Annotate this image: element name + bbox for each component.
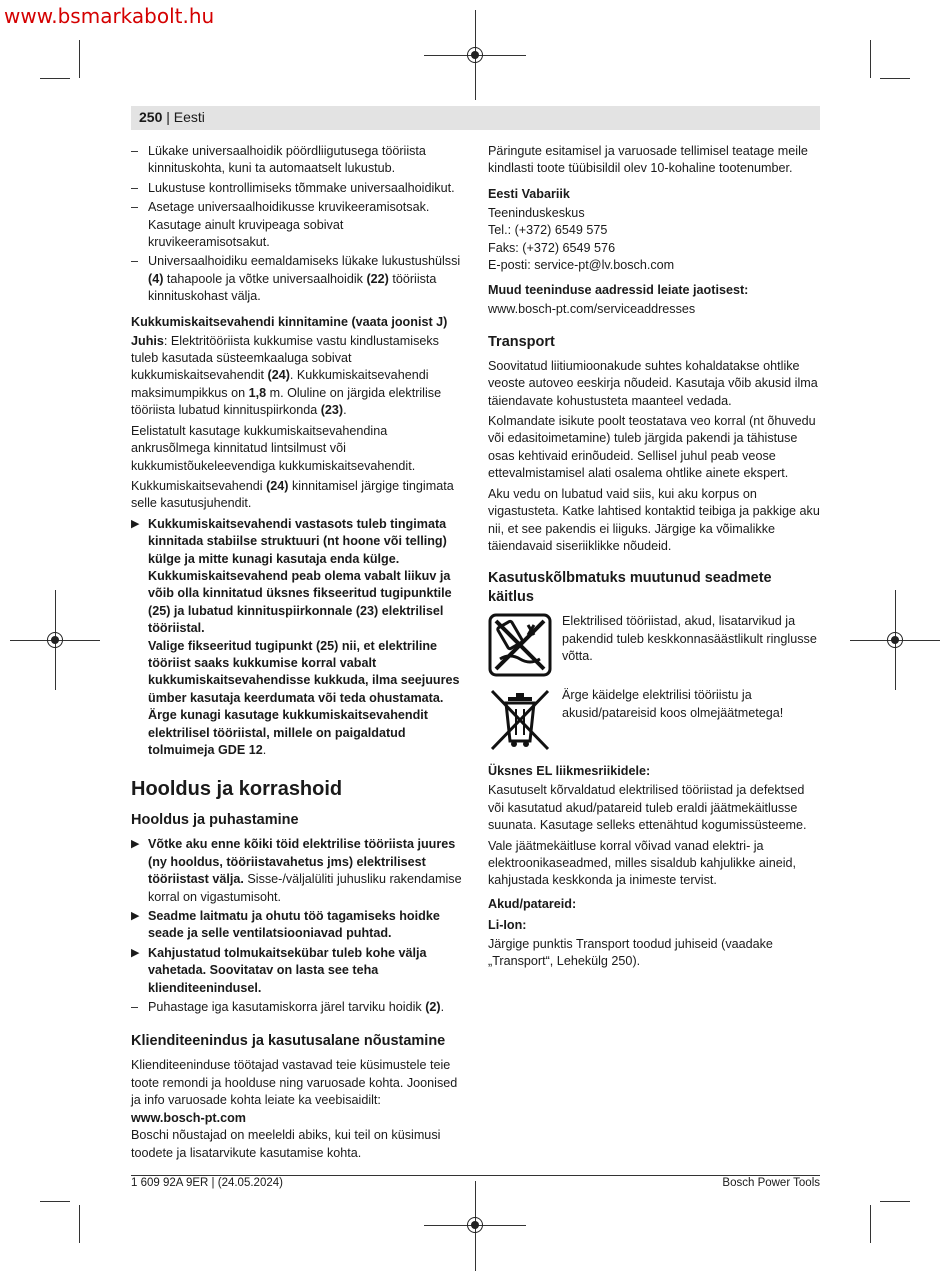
paragraph: Kasutuselt kõrvaldatud elektrilised tööriistad ja defektsed või kasutatud akud/patareid tuleb eraldi jäätmekäitlusse suunata. Kasutage selleks ettenähtud kogumissüsteeme. [488,783,807,833]
section-heading: Üksnes EL liikmesriikidele: [488,764,651,779]
crop-mark [880,78,910,79]
crop-mark [79,40,80,78]
triangle-bullet-icon: ▶ [131,838,140,851]
list-item: – Asetage universaalhoidikusse kruvikeeramisotsak. Kasutage ainult kruvipeaga sobivat kruvikeeramisotsakut. [131,199,465,251]
header-language: Eesti [173,109,205,125]
list-item-text: Asetage universaalhoidikusse kruvikeeramisotsak. Kasutage ainult kruvipeaga sobivat kruvikeeramisotsakut. [148,200,430,250]
paragraph: Aku vedu on lubatud vaid siis, kui aku korpus on vigastusteta. Katke lahtised kontaktid teibiga ja pakkige aku nii, et see pakendis ei liiguks. Järgige ka võimalikke täiendavaid siseriiklikke nõudeid. [488,486,820,553]
list-item-text: Universaalhoidiku eemaldamiseks lükake lukustushülssi (4) tahapoole ja võtke universaalhoidik (22) tööriista kinnituskohast välja. [148,254,461,304]
disposal-item [488,613,821,677]
triangle-bullet-icon: ▶ [131,910,140,923]
crop-mark [40,78,70,79]
warning-text: Seadme laitmatu ja ohutu töö tagamiseks hoidke seade ja selle ventilatsiooniavad puhtad. [148,909,440,941]
disposal-item [488,687,821,751]
paragraph: Boschi nõustajad on meeleldi abiks, kui teil on küsimusi toodete ja lisatarvikute kasutamise kohta. [131,1128,441,1160]
subsection-title: Hooldus ja puhastamine [131,812,299,829]
header-bar [131,106,820,130]
paragraph: Klienditeeninduse töötajad vastavad teie küsimustele teie toote remondi ja hoolduse ning varuosade kohta. Joonised ja info varuosade kohta leiate ka veebisaidilt: [131,1058,458,1108]
warning-item [131,945,465,997]
list-item: – Lukustuse kontrollimiseks tõmmake universaalhoidikut. [131,180,465,197]
crossed-out-bin-icon [488,687,552,751]
warning-item [131,908,465,943]
contact-line: Faks: (+372) 6549 576 [488,240,616,255]
section-heading: Muud teeninduse aadressid leiate jaotisest: [488,283,749,298]
footer-rule [131,1175,820,1176]
left-column [131,143,465,1165]
footer-brand: Bosch Power Tools [722,1177,820,1189]
crop-mark [880,1201,910,1202]
page-number: 250 [139,109,163,125]
section-heading: Kukkumiskaitsevahendi kinnitamine (vaata joonist J) [131,314,448,329]
crop-mark [870,1205,871,1243]
contact-line: Teeninduskeskus [488,205,585,220]
list-item: – Universaalhoidiku eemaldamiseks lükake lukustushülssi (4) tahapoole ja võtke universaalhoidik (22) tööriista kinnituskohast välja. [131,253,465,305]
list-item-text: Lükake universaalhoidik pöördliigutusega tööriista kinnituskohta, kuni ta automaatselt lukustub. [148,144,426,176]
section-title: Hooldus ja korrashoid [131,778,343,801]
list-item-text: Lukustuse kontrollimiseks tõmmake universaalhoidikut. [148,180,455,195]
subsection-title: Klienditeenindus ja kasutusalane nõustamine [131,1033,446,1050]
paragraph: Järgige punktis Transport toodud juhiseid (vaadake „Transport“, Lehekülg 250). [488,936,773,969]
disposal-text: Elektrilised tööriistad, akud, lisatarvikud ja pakendid tuleb keskkonnasäästlikult ringlusse võtta. [562,614,817,664]
crop-mark [79,1205,80,1243]
note-paragraph: Juhis: Elektritööriista kukkumise vastu kindlustamiseks tuleb kasutada süsteemkaaluga sobivat kukkumiskaitsevahendit (24). Kukkumiskaitsevahendi maksimumpikkus on 1,8 m. Oluline on järgida elektrilise tööriista lubatud kinnituspiirkonda (23). [131,333,442,418]
list-item-text: Puhastage iga kasutamiskorra järel tarviku hoidik (2). [148,1000,445,1015]
triangle-bullet-icon: ▶ [131,946,140,959]
contact-line: Tel.: (+372) 6549 575 [488,223,608,238]
registration-mark-icon [887,632,903,648]
disposal-text: Ärge käidelge elektrilisi tööriistu ja akusid/patareisid koos olmejäätmetega! [562,688,784,720]
registration-mark-icon [467,47,483,63]
contact-line: E-posti: service-pt@lv.bosch.com [488,258,675,273]
warning-item [131,516,465,760]
list-item: – Lükake universaalhoidik pöördliigutusega tööriista kinnituskohta, kuni ta automaatselt lukustub. [131,143,465,178]
watermark-url[interactable]: www.bsmarkabolt.hu [4,4,215,28]
warning-text: Kukkumiskaitsevahendi vastasots tuleb tingimata kinnitada stabiilse struktuuri (nt hoone või telling) külge ja mitte kunagi kasutaja enda külge. Kukkumiskaitsevahend peab olema vabalt liikuv ja võib olla kinnitatud üksnes fikseeritud tugipunktile (25) ja lubatud kinnituspiirkonnale (23) elektrilisel tööriistal. Valige fikseeritud tugipunkt (25) nii, et elektriline tööriist saaks kukkumise korral vabalt kukkumiskaitsevahendisse kukkuda, ilma seejuures ümber kasutaja keerdumata või teda ohustamata. Ärge kunagi kasutage kukkumiskaitsevahendit elektrilisel tööriistal, millele on paigaldatud tolmuimeja GDE 12. [148,516,460,757]
warning-text: Kahjustatud tolmukaitsekübar tuleb kohe välja vahetada. Soovitatav on lasta see teha klienditeenindusel. [148,945,427,995]
page-header [139,109,205,125]
service-addresses-link[interactable]: www.bosch-pt.com/serviceaddresses [488,302,696,317]
header-separator: | [162,109,174,125]
crop-mark [40,1201,70,1202]
service-url-link[interactable]: www.bosch-pt.com [131,1110,246,1125]
subsection-title: Kasutuskõlbmatuks muutunud seadmete käitlus [488,570,772,606]
subsection-title: Transport [488,333,555,350]
footer-doc-number: 1 609 92A 9ER | (24.05.2024) [131,1177,283,1189]
paragraph: Päringute esitamisel ja varuosade tellimisel teatage meile kindlasti toote tüübisildil olev 10-kohaline tootenumber. [488,144,808,176]
paragraph: Kukkumiskaitsevahendi (24) kinnitamisel järgige tingimata selle kasutusjuhendit. [131,478,454,511]
right-column [488,143,821,974]
paragraph: Eelistatult kasutage kukkumiskaitsevahendina ankrusõlmega kinnitatud lintsilmust või kukkumistõukeleevendiga kukkumiskaitsevahendit. [131,423,416,473]
warning-text: Võtke aku enne kõiki töid elektrilise tööriista juures (ny hooldus, tööriistavahetus jms) elektrilisest tööriistast välja. Sisse-/väljalüliti juhusliku rakendamise korral on vigastumisoht. [148,837,462,904]
registration-mark-icon [47,632,63,648]
section-heading: Li-Ion: [488,917,527,932]
paragraph: Vale jäätmekäitluse korral võivad vanad elektri- ja elektroonikaseadmed, milles sisaldub kahjulikke aineid, kahjustada keskkonda ja inimeste tervist. [488,838,797,888]
warning-item [131,836,465,906]
triangle-bullet-icon: ▶ [131,517,140,530]
registration-mark-icon [467,1217,483,1233]
list-item: – Puhastage iga kasutamiskorra järel tarviku hoidik (2). [131,999,465,1016]
section-heading: Akud/patareid: [488,896,577,911]
paragraph: Soovitatud liitiumioonakude suhtes kohaldatakse ohtlike veoste autoveo eeskirja nõudeid. Kasutaja võib akusid ilma täiendavate kohustusteta maanteel vedada. [488,358,818,408]
country-heading: Eesti Vabariik [488,186,570,201]
crop-mark [870,40,871,78]
recycle-symbol-icon [488,613,552,677]
paragraph: Kolmandate isikute poolt teostatava veo korral (nt õhuvedu või edasitoimetamine) tuleb järgida pakendi ja tähistuse osas kehtivaid erinõudeid. Sellisel juhul peab veose ettevalmistamisel alati osalema ohtlike ainete ekspert. [488,414,816,481]
